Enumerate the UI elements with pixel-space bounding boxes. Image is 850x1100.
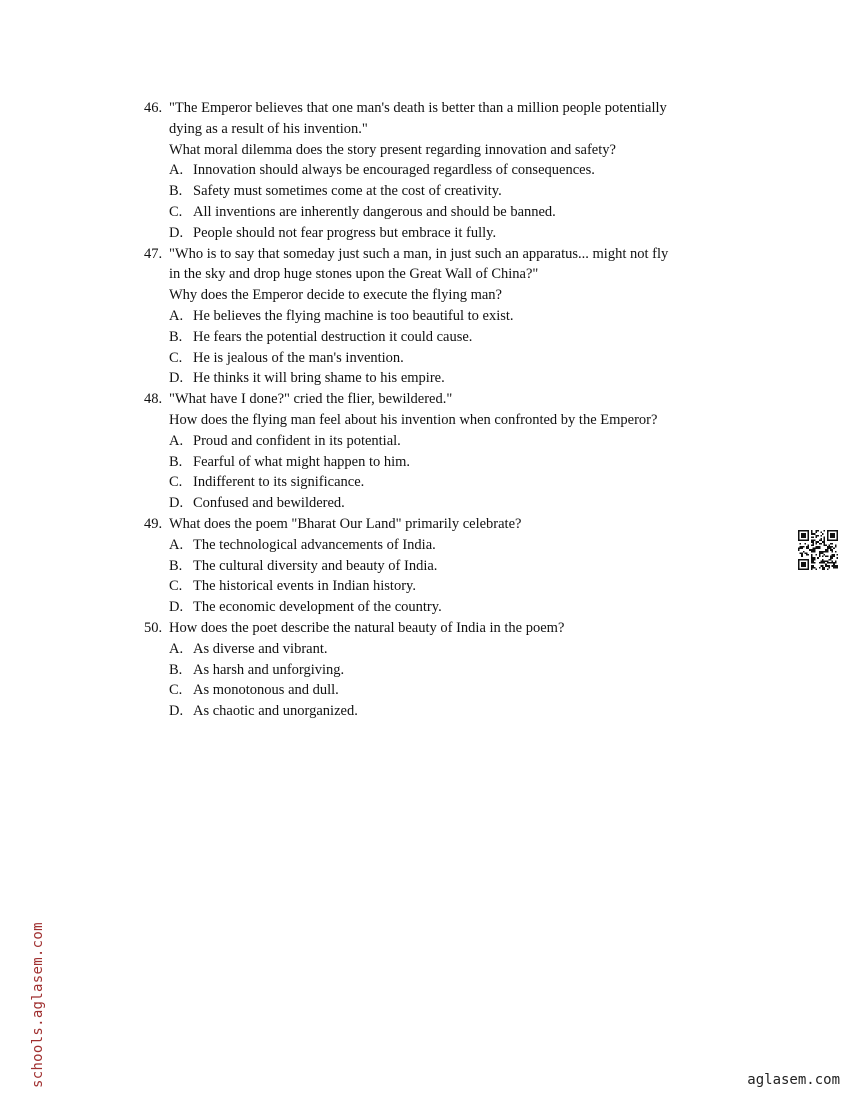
option-text: As chaotic and unorganized. [193, 703, 358, 720]
answer-option [140, 680, 760, 701]
question-46 [140, 98, 760, 244]
answer-option [140, 181, 760, 202]
question-text [140, 98, 760, 119]
option-text: Fearful of what might happen to him. [193, 453, 411, 470]
answer-option [140, 639, 760, 660]
answer-option [140, 452, 760, 473]
option-text: Confused and bewildered. [193, 495, 345, 512]
question-text [140, 389, 760, 410]
answer-option [140, 556, 760, 577]
question-number: 47. [144, 245, 163, 262]
option-text: Safety must sometimes come at the cost of creativity. [193, 183, 502, 200]
option-text: All inventions are inherently dangerous and should be banned. [193, 203, 556, 220]
side-watermark: schools.aglasem.com [30, 922, 46, 1088]
question-text [140, 244, 760, 265]
question-line: How does the poet describe the natural beauty of India in the poem? [169, 619, 565, 636]
option-letter: A. [169, 640, 184, 657]
question-line: "Who is to say that someday just such a man, in just such an apparatus... might not fly [169, 245, 669, 262]
option-letter: B. [169, 661, 183, 678]
answer-option [140, 368, 760, 389]
answer-option [140, 327, 760, 348]
answer-option [140, 160, 760, 181]
footer-watermark: aglasem.com [747, 1072, 840, 1088]
answer-option [140, 348, 760, 369]
option-text: He is jealous of the man's invention. [193, 349, 404, 366]
option-letter: C. [169, 474, 183, 491]
answer-option [140, 223, 760, 244]
question-48 [140, 389, 760, 514]
option-letter: D. [169, 599, 184, 616]
option-letter: A. [169, 307, 184, 324]
question-number: 48. [144, 391, 163, 408]
question-number: 50. [144, 619, 163, 636]
option-text: The economic development of the country. [193, 599, 442, 616]
question-number: 49. [144, 515, 163, 532]
option-letter: A. [169, 162, 184, 179]
answer-option [140, 701, 760, 722]
option-text: People should not fear progress but embrace it fully. [193, 224, 497, 241]
question-number: 46. [144, 100, 163, 116]
option-text: Proud and confident in its potential. [193, 432, 401, 449]
answer-option [140, 597, 760, 618]
option-letter: C. [169, 349, 183, 366]
option-text: Indifferent to its significance. [193, 474, 365, 491]
qr-code-icon [798, 530, 838, 570]
option-letter: C. [169, 578, 183, 595]
question-line: "The Emperor believes that one man's death is better than a million people potentially [169, 100, 667, 116]
question-49 [140, 514, 760, 618]
question-line: What moral dilemma does the story present regarding innovation and safety? [169, 141, 616, 158]
answer-option [140, 576, 760, 597]
question-text-continued [140, 285, 760, 306]
answer-option [140, 306, 760, 327]
answer-option [140, 660, 760, 681]
option-text: As diverse and vibrant. [193, 640, 328, 657]
option-letter: D. [169, 703, 184, 720]
option-text: He believes the flying machine is too beautiful to exist. [193, 307, 514, 324]
option-text: He thinks it will bring shame to his empire. [193, 370, 445, 387]
answer-option [140, 431, 760, 452]
answer-option [140, 472, 760, 493]
option-text: He fears the potential destruction it could cause. [193, 328, 473, 345]
option-letter: B. [169, 328, 183, 345]
question-line: "What have I done?" cried the flier, bewildered." [169, 391, 453, 408]
option-letter: B. [169, 183, 183, 200]
option-text: The historical events in Indian history. [193, 578, 416, 595]
option-letter: A. [169, 432, 184, 449]
question-list [140, 98, 760, 722]
question-text-continued [140, 410, 760, 431]
option-letter: D. [169, 370, 184, 387]
question-text [140, 514, 760, 535]
question-text-continued [140, 140, 760, 161]
option-letter: B. [169, 453, 183, 470]
question-50 [140, 618, 760, 722]
option-letter: C. [169, 682, 183, 699]
option-text: The technological advancements of India. [193, 536, 436, 553]
question-text-continued [140, 264, 760, 285]
question-line: How does the flying man feel about his invention when confronted by the Emperor? [169, 411, 658, 428]
question-text-continued [140, 119, 760, 140]
question-line: What does the poem "Bharat Our Land" primarily celebrate? [169, 515, 522, 532]
option-text: Innovation should always be encouraged regardless of consequences. [193, 162, 595, 179]
question-47 [140, 244, 760, 390]
option-letter: A. [169, 536, 184, 553]
question-line: in the sky and drop huge stones upon the Great Wall of China?" [169, 266, 539, 283]
question-line: Why does the Emperor decide to execute the flying man? [169, 287, 502, 304]
answer-option [140, 202, 760, 223]
option-letter: D. [169, 495, 184, 512]
answer-option [140, 493, 760, 514]
option-text: The cultural diversity and beauty of India. [193, 557, 438, 574]
option-letter: C. [169, 203, 183, 220]
answer-option [140, 535, 760, 556]
option-letter: D. [169, 224, 184, 241]
option-text: As harsh and unforgiving. [193, 661, 345, 678]
question-text [140, 618, 760, 639]
option-letter: B. [169, 557, 183, 574]
option-text: As monotonous and dull. [193, 682, 339, 699]
question-line: dying as a result of his invention." [169, 120, 368, 137]
